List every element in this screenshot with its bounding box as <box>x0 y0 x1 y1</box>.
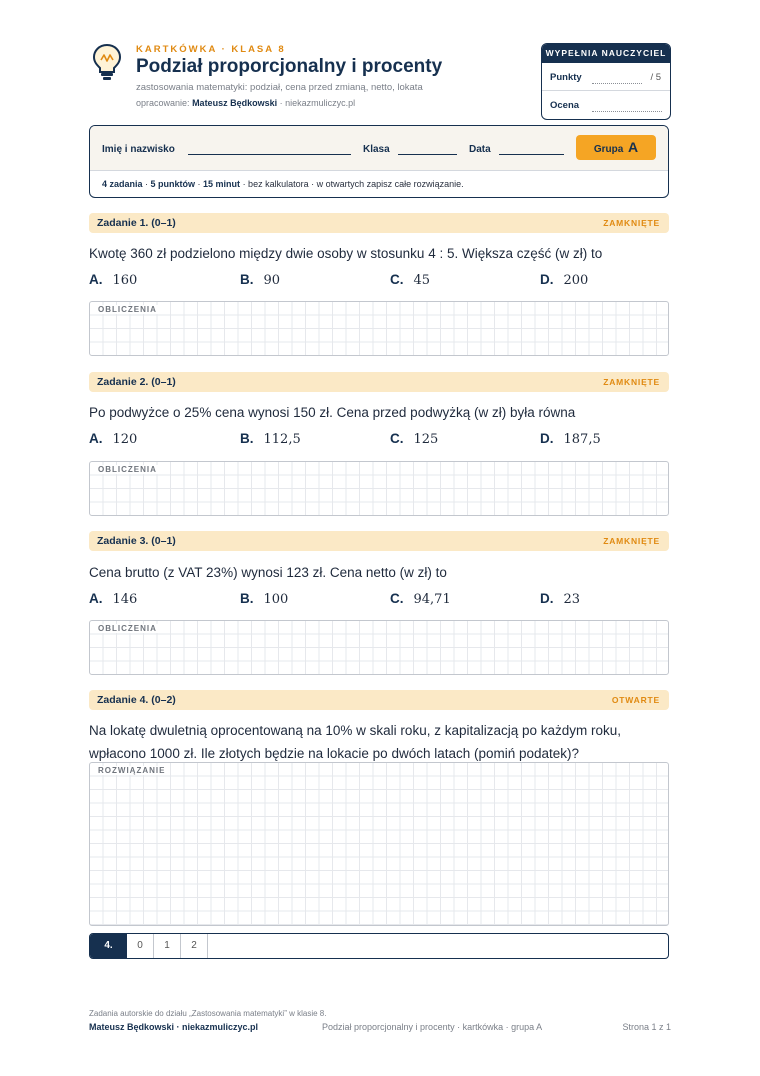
grade-field[interactable] <box>592 111 662 112</box>
task-2-answer-a[interactable] <box>89 431 137 447</box>
answer-value: 90 <box>263 273 281 288</box>
task-2-answer-c[interactable] <box>390 431 438 447</box>
answer-letter: D. <box>540 431 554 446</box>
work-area-label: ROZWIĄZANIE <box>98 766 166 775</box>
score-option-0[interactable]: 0 <box>127 934 154 958</box>
author-name: Mateusz Będkowski <box>192 98 278 108</box>
answer-letter: A. <box>89 591 103 606</box>
footer-author: Mateusz Będkowski · niekazmuliczyc.pl <box>89 1022 259 1032</box>
task-1-answer-b[interactable] <box>240 272 280 288</box>
date-label: Data <box>469 144 491 155</box>
task-1-answer-a[interactable] <box>89 272 137 288</box>
task-3-answer-d[interactable] <box>540 591 580 607</box>
task-3-answers <box>89 591 669 611</box>
answer-letter: A. <box>89 272 103 287</box>
task-1-title: Zadanie 1. (0–1) <box>97 217 176 229</box>
name-label: Imię i nazwisko <box>102 144 175 155</box>
task-4-question <box>89 719 669 765</box>
task-1-answer-c[interactable] <box>390 272 430 288</box>
footer-note: Zadania autorskie do działu „Zastosowania matematyki” w klasie 8. <box>89 1009 327 1018</box>
answer-letter: A. <box>89 431 103 446</box>
answer-value: 146 <box>112 592 138 607</box>
task-2-answer-d[interactable] <box>540 431 601 447</box>
group-label: Grupa <box>593 144 624 155</box>
task-1-header <box>89 213 669 233</box>
student-info-panel <box>89 125 669 198</box>
summary-points: 5 punktów <box>150 179 196 189</box>
date-field[interactable] <box>499 154 564 155</box>
answer-letter: B. <box>240 272 254 287</box>
summary-tasks: 4 zadania <box>102 179 143 189</box>
task-2-title: Zadanie 2. (0–1) <box>97 376 176 388</box>
task-4-header <box>89 690 669 710</box>
work-area-label: OBLICZENIA <box>98 305 157 314</box>
student-fields <box>90 126 668 171</box>
score-option-2[interactable]: 2 <box>181 934 208 958</box>
lightbulb-icon <box>90 42 124 82</box>
points-max: / 5 <box>650 72 661 83</box>
task-3-answer-a[interactable] <box>89 591 137 607</box>
score-task-number: 4. <box>90 934 127 958</box>
task-2-work-area[interactable] <box>89 461 669 516</box>
answer-letter: B. <box>240 591 254 606</box>
task-3-answer-b[interactable] <box>240 591 288 607</box>
page-number: Strona 1 z 1 <box>622 1022 671 1032</box>
work-area-label: OBLICZENIA <box>98 624 157 633</box>
task-3-question: Cena brutto (z VAT 23%) wynosi 123 zł. Cena netto (w zł) to <box>89 565 447 580</box>
task-1-answers <box>89 272 669 292</box>
summary-rest: · bez kalkulatora · w otwartych zapisz całe rozwiązanie. <box>242 179 464 189</box>
task-3-header <box>89 531 669 551</box>
task-2-type: ZAMKNIĘTE <box>603 377 660 387</box>
task-4-title: Zadanie 4. (0–2) <box>97 694 176 706</box>
points-label: Punkty <box>550 72 582 83</box>
page-subtitle: zastosowania matematyki: podział, cena przed zmianą, netto, lokata <box>136 82 423 93</box>
task-4-question-line-2: wpłacono 1000 zł. Ile złotych będzie na lokacie po dwóch latach (pomiń podatek)? <box>89 746 580 761</box>
answer-value: 100 <box>263 592 289 607</box>
answer-value: 45 <box>413 273 431 288</box>
answer-letter: D. <box>540 591 554 606</box>
task-2-header <box>89 372 669 392</box>
task-4-question-line-1: Na lokatę dwuletnią oprocentowaną na 10% w skali roku, z kapitalizacją po każdym roku, <box>89 723 622 738</box>
task-4-type: OTWARTE <box>611 695 660 705</box>
work-area-label: OBLICZENIA <box>98 465 157 474</box>
page-footer <box>89 1022 671 1036</box>
task-2-answers <box>89 431 669 451</box>
kicker-label: KARTKÓWKA · KLASA 8 <box>136 44 286 55</box>
answer-value: 94,71 <box>413 592 451 607</box>
task-4-score-bar <box>89 933 669 959</box>
group-badge <box>576 135 656 160</box>
byline-suffix: · niekazmuliczyc.pl <box>279 98 356 108</box>
byline <box>136 98 355 108</box>
answer-letter: C. <box>390 591 404 606</box>
task-3-type: ZAMKNIĘTE <box>603 536 660 546</box>
answer-value: 23 <box>563 592 581 607</box>
answer-value: 187,5 <box>563 432 601 447</box>
answer-value: 112,5 <box>263 432 301 447</box>
points-row <box>542 63 670 91</box>
name-field[interactable] <box>188 154 351 155</box>
task-1-type: ZAMKNIĘTE <box>603 218 660 228</box>
grade-label: Ocena <box>550 100 580 111</box>
answer-letter: C. <box>390 272 404 287</box>
score-option-1[interactable]: 1 <box>154 934 181 958</box>
answer-letter: D. <box>540 272 554 287</box>
test-summary: 4 zadania · 5 punktów · 15 minut · bez kalkulatora · w otwartych zapisz całe rozwiązanie. <box>102 179 464 189</box>
byline-prefix: opracowanie: <box>136 98 190 108</box>
answer-value: 125 <box>413 432 439 447</box>
grade-row <box>542 91 670 119</box>
page-title: Podział proporcjonalny i procenty <box>136 56 443 77</box>
class-field[interactable] <box>398 154 457 155</box>
answer-value: 200 <box>563 273 589 288</box>
task-2-question: Po podwyżce o 25% cena wynosi 150 zł. Cena przed podwyżką (w zł) była równa <box>89 405 576 420</box>
teacher-box <box>541 43 671 120</box>
answer-value: 120 <box>112 432 138 447</box>
task-1-work-area[interactable] <box>89 301 669 356</box>
task-2-answer-b[interactable] <box>240 431 301 447</box>
answer-letter: C. <box>390 431 404 446</box>
summary-time: 15 minut <box>203 179 241 189</box>
task-3-work-area[interactable] <box>89 620 669 675</box>
answer-letter: B. <box>240 431 254 446</box>
answer-value: 160 <box>112 273 138 288</box>
task-1-answer-d[interactable] <box>540 272 588 288</box>
teacher-box-title: WYPEŁNIA NAUCZYCIEL <box>542 44 670 63</box>
task-1-question: Kwotę 360 zł podzielono między dwie osoby w stosunku 4 : 5. Większa część (w zł) to <box>89 246 603 261</box>
footer-description: Podział proporcjonalny i procenty · kartkówka · grupa A <box>322 1022 543 1032</box>
class-label: Klasa <box>363 144 390 155</box>
points-field[interactable] <box>592 83 642 84</box>
task-3-title: Zadanie 3. (0–1) <box>97 535 176 547</box>
task-4-work-area[interactable] <box>89 762 669 926</box>
group-value: A <box>628 139 639 155</box>
task-3-answer-c[interactable] <box>390 591 451 607</box>
